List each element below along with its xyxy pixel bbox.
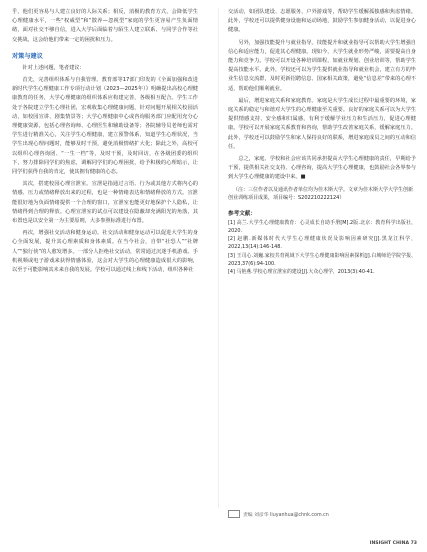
- paragraph-skills: 另外，加强技能提升与就业指导。技能提升和就业指导可以帮助大学生增强自信心和适应能力，促进其心理健康。现如今，大学生就业形势严峻，需要提高自身能力和竞争力。学校可以开设各种培训课程，如就业规划、创业培训等，帮助学生提高技能水平。此外，学校还可以为学生提供就业指导和就业机会，建立有方的毕业生信息交流群，及时更新招聘信息、国家相关政策，避免“信息差”带来的心理不适，帮助他们顺利就业。: [228, 39, 416, 92]
- paragraph-intro: 针对上述问题，笔者建议：: [22, 64, 85, 71]
- paragraph-continued: 乎，他们更容易与人建立良好的人际关系；相反，消极的教育方式，会降低学生心理健康水平，一些“权威型”和“散养—忽视型”家庭的学生更容易产生负面情绪，面对社交不够自信，进入大学后面临着与陌生人建立联系、与同学合作等社交挑战，这会给他们带来一定的困扰和压力。: [12, 9, 198, 43]
- left-column: [12, 8, 198, 278]
- editor-credit: [228, 510, 329, 518]
- paragraph-conclusion: 总之，家庭、学校和社会应该共同承担提高大学生心理健康的责任，早期给予干预，提供相关社交支持、心理咨询，提高大学生心理健康，也鼓励社会各界参与到大学生心理健康的建设中来。■: [228, 156, 416, 181]
- paragraph-continued-right: 交活动，如团队建设、志愿服务、户外游戏等，帮助学生缓解孤独感和焦虑情绪。此外，学校还可以提供健身设施和运动场地，鼓励学生参加健身活动，以促进身心健康。: [228, 9, 416, 34]
- funding-note: （注：三位作者以及通讯作者单位均为佳木斯大学。文章为佳木斯大学大学生创新创业训练项目成果，项目编号：S202210222124）: [228, 186, 414, 202]
- paragraph-family: 最后，增进家庭关系和家庭教育。家庭是大学生成长过程中最重要的环境，家庭关系的稳定与和谐对大学生的心理健康至关重要。良好的家庭关系可以为大学生提供情感支持、安全感和归属感，有利于缓解学业压力和生活压力，促进心理健康。学校可以开展家庭关系教育和咨询，帮助学生改善家庭关系，缓解家庭压力。此外，学校还可以鼓励学生和家人保持良好的联系，增进家庭成员之间的互动和信任。: [228, 97, 416, 150]
- right-column: [228, 8, 416, 276]
- page-footer: INSIGHT CHINA 73: [369, 541, 417, 546]
- editor-icon: [228, 510, 240, 518]
- reference-item: [3] 王司心.刘巍.家校共育视域下大学生心理健康影响因素探析[J].白城师范学院学报，2023,37(6):94-100.: [228, 252, 416, 267]
- editor-text: 责编 刘彦华 liuyanhua@chnk.com.cn: [243, 512, 329, 518]
- reference-item: [1] 高兰.大学生心理健康教育：心灵成长自助手册[M].2版.北京：教育科学出版社，2020.: [228, 219, 416, 235]
- paragraph-third: 再次，增强社交活动和健身运动。社交活动和健身运动可以促进大学生的身心全面发展，提升其心理素质和身体素质。在当今社会，自带“社恐人”“社牌人”“独行侠”的人愈发增多。一部分人拒绝社交活动，常常通过沉迷手机游戏、手机视频或电子游戏来获得情感体验，这会对大学生的心理健康造成很大的影响，以至于可能影响其未来自我的发展。学校可以通过线上和线下活动，组织各种社: [12, 230, 198, 274]
- section-heading: 对策与建议: [12, 52, 43, 60]
- references-list: [228, 219, 416, 276]
- reference-item: [4] 马艳燕.学校心理宣泄室的建设[J].大众心理学，2013(3):40-41.: [228, 269, 375, 276]
- reference-item: [2] 赵鹏.新媒体时代大学生心理健康状况及影响因素研究[J].黑龙江科学，2022,13(14):146-148.: [228, 236, 416, 251]
- column-divider: [218, 8, 219, 508]
- references-title: 参考文献：: [228, 210, 256, 217]
- paragraph-second: 其次，搭建校园心理宣泄室。宣泄是指通过言语、行为或其他方式将内心的情感、压力或情绪释放出来的过程，也是一种情绪表达和情绪释放的方式。宣泄能很好地为负面情绪提供一个合理的窗口，宣泄室也能更好地保护个人隐私，让情绪得到合理的释放。心理宣泄室的试点可以建设在隐蔽却充满阳光的角落，其布置也是以安全第一为主要原则，大多参照标准进行布置。: [12, 181, 198, 225]
- paragraph-first: 首先，完善组织体系与自我管理。教育部等17部门印发的《全面加强和改进新时代学生心理健康工作专项行动计划（2023—2025年）》明确提出高校心理健康教育的任务，大学心理健康的组织体系应构建完善，各级相互配合。学生工作处于各院建立学生心理社团，宏观收集心理健康问题，针对问题开展相关校园活动，如校园宣讲、剧集情景等；大学心理健康中心或咨询服务部门应配用充分心理健康资源，包括心理咨询师、心理医生和辅助设备等；各院辅导员老师也需对学生进行精准关心，关注学生心理健康，建立预警体系，知道学生心理状况，当学生出现心理问题时，能够及时干预，避免消极情绪扩大化；除此之外，高校可以组织心理咨询团、“一生一档”等，及时干预，及时回访，在各级团委的组织下，努力排除同学们的焦虑，调解同学们的心理困扰，给予积极的心理暗示，让同学们获得自我的肯定，使其拥有健康的心态。: [12, 77, 198, 176]
